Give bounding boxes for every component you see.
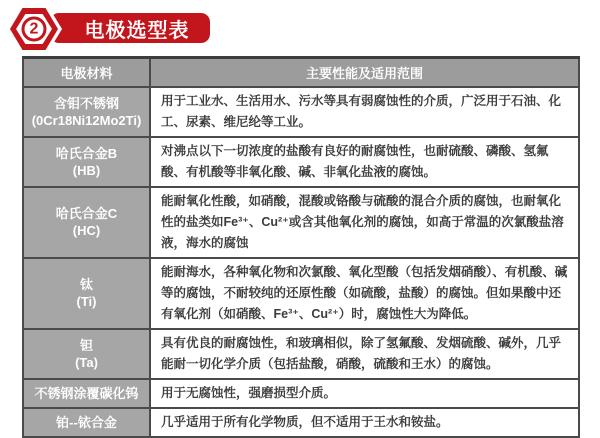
performance-cell: 能耐氧化性酸，如硝酸，混酸或铬酸与硫酸的混合介质的腐蚀，也耐氧化性的盐类如Fe³⁺、Cu²⁺或含其他氧化剂的腐蚀，如高于常温的次氯酸盐溶液，海水的腐蚀 — [150, 187, 579, 258]
material-cell — [23, 137, 150, 187]
table-header-row — [23, 58, 579, 87]
material-cell — [23, 187, 150, 258]
material-cell — [23, 408, 150, 437]
badge-circle — [22, 17, 47, 42]
material-name: 哈氏合金B — [55, 145, 118, 161]
table-row — [23, 137, 579, 187]
performance-cell: 用于无腐蚀性，强磨损型介质。 — [150, 379, 579, 408]
material-name: 钛 — [79, 277, 93, 292]
material-name: 不锈钢涂覆碳化钨 — [34, 385, 139, 401]
material-name: 钽 — [79, 337, 93, 353]
material-name: 铂--铱合金 — [56, 414, 117, 430]
material-cell — [23, 87, 150, 137]
table-row — [23, 87, 579, 137]
material-name: 哈氏合金C — [55, 206, 118, 221]
electrode-selection-table — [22, 56, 580, 438]
performance-cell: 用于工业水、生活用水、污水等具有弱腐蚀性的介质，广泛用于石油、化工、尿素、维尼纶等工业。 — [150, 87, 579, 137]
material-sub: (Ti) — [76, 294, 97, 309]
table-row — [23, 258, 579, 329]
material-cell — [23, 258, 150, 329]
performance-cell: 具有优良的耐腐蚀性，和玻璃相似，除了氢氟酸、发烟硫酸、碱外，几乎能耐一切化学介质（包括盐酸，硝酸，硫酸和王水）的腐蚀。 — [150, 329, 579, 379]
section-number-badge — [6, 5, 62, 53]
table-row — [23, 329, 579, 379]
col-header-material: 电极材料 — [23, 58, 150, 87]
table-row — [23, 379, 579, 408]
page-title: 电极选型表 — [84, 19, 190, 42]
table-row — [23, 187, 579, 258]
material-cell — [23, 379, 150, 408]
material-sub: (HC) — [72, 223, 101, 238]
material-sub: (HB) — [72, 162, 101, 178]
material-sub: (0Cr18Ni12Mo2Ti) — [31, 112, 142, 128]
table-row — [23, 408, 579, 437]
title-banner — [50, 13, 210, 43]
performance-cell: 对沸点以下一切浓度的盐酸有良好的耐腐蚀性，也耐硫酸、磷酸、氢氟酸、有机酸等非氧化酸、碱、非氧化盐液的腐蚀。 — [150, 137, 579, 187]
material-name: 含钼不锈钢 — [53, 95, 119, 111]
material-cell — [23, 329, 150, 379]
material-sub: (Ta) — [75, 354, 98, 370]
performance-cell: 几乎适用于所有化学物质，但不适用于王水和铵盐。 — [150, 408, 579, 437]
col-header-performance: 主要性能及适用范围 — [150, 58, 579, 87]
performance-cell: 能耐海水，各种氧化物和次氯酸、氧化型酸（包括发烟硝酸）、有机酸、碱等的腐蚀，不耐较纯的还原性酸（如硫酸，盐酸）的腐蚀。但如果酸中还有氧化剂（如硝酸、Fe³⁺、Cu²⁺）时，腐蚀性大为降低。 — [150, 258, 579, 329]
badge-number: 2 — [29, 20, 39, 37]
